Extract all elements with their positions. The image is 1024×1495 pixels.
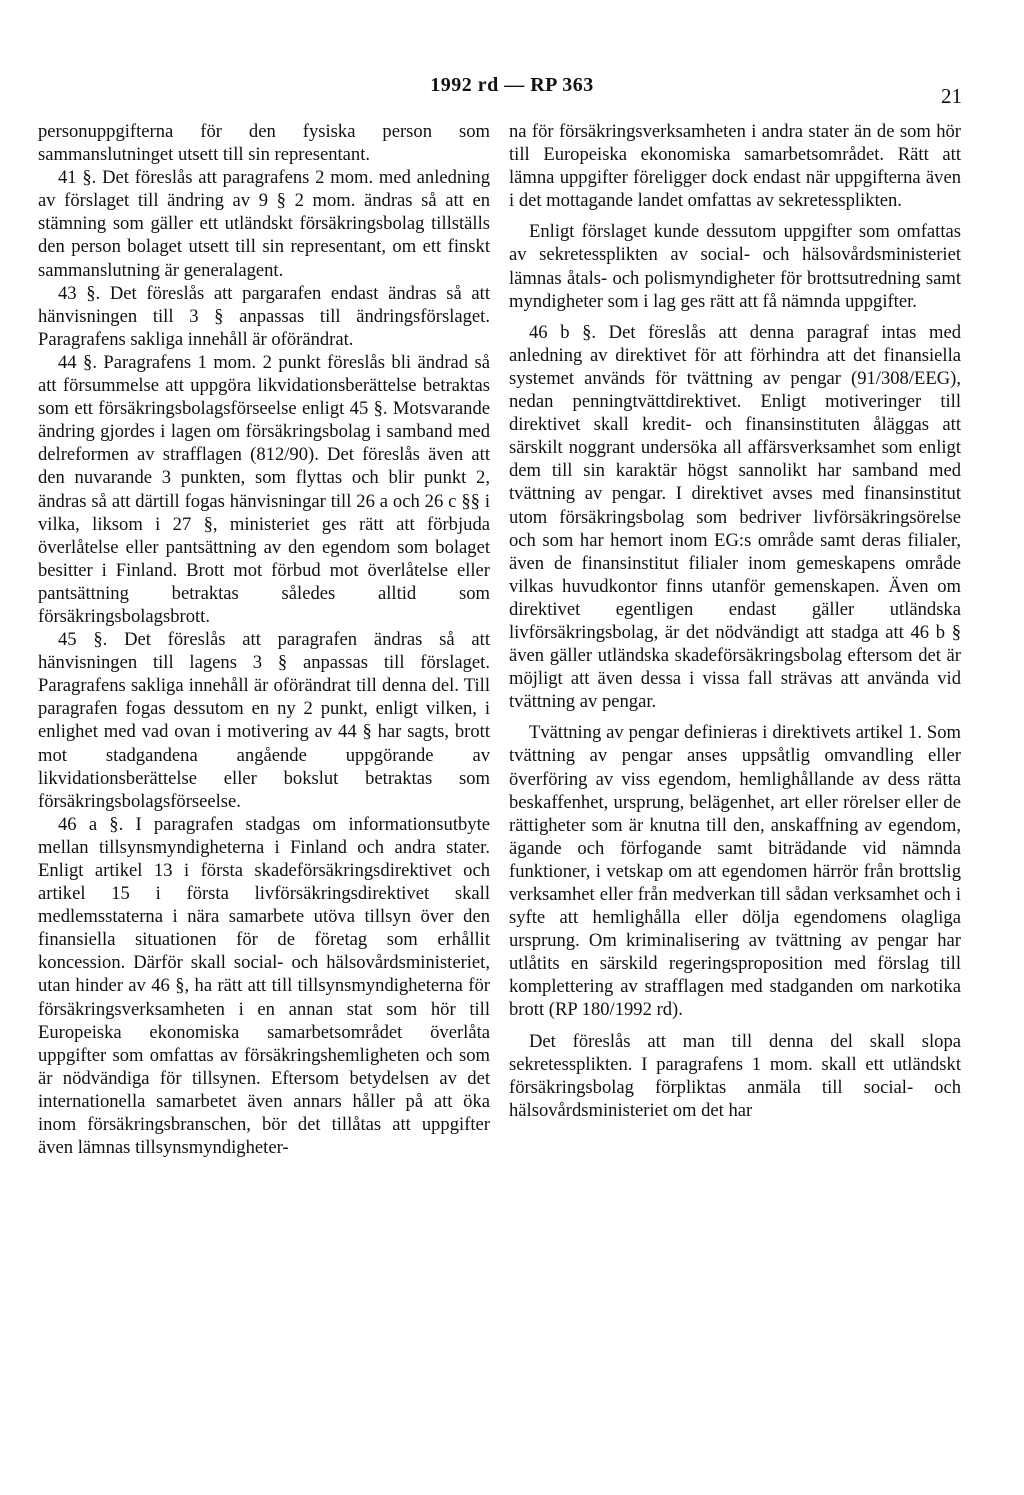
paragraph-section-45: 45 §. Det föreslås att paragrafen ändras så att hänvisningen till lagens 3 § anpassas till förslaget. Paragrafens sakliga innehåll är oförändrat till denna del. Till paragrafen fogas dessutom en ny 2 punkt, enligt vilken, i enlighet med vad ovan i motivering av 44 § har sagts, brott mot stadgandena angående uppgörande av likvidationsberättelse eller bokslut betraktas som försäkringsbolagsförseelse. [38, 629, 490, 812]
paragraph: Tvättning av pengar definieras i direktivets artikel 1. Som tvättning av pengar anses uppsåtlig omvandling eller överföring av viss egendom, hemlighållande av dess rätta beskaffenhet, ursprung, belägenhet, art eller rörelser eller de rättigheter som är knutna till den, anskaffning av egendom, ägande och förfogande samt biträdande vid nämnda funktioner, i vetskap om att egendomen härrör från brottslig verksamhet eller från medverkan till sådan verksamhet och i syfte att hemlighålla eller dölja egendomens olagliga ursprung. Om kriminalisering av tvättning av pengar har utlåtits en särskild regeringsproposition med förslag till komplettering av strafflagen med stadganden om narkotika brott (RP 180/1992 rd). [509, 722, 961, 1021]
paragraph-section-44: 44 §. Paragrafens 1 mom. 2 punkt föreslås bli ändrad så att försummelse att uppgöra likvidationsberättelse betraktas som ett försäkringsbolagsförseelse enligt 45 §. Motsvarande ändring gjordes i lagen om försäkringsbolag i samband med delreformen av strafflagen (812/90). Det föreslås även att den nuvarande 3 punkten, som flyttas och blir punkt 2, ändras så att därtill fogas hänvisningar till 26 a och 26 c §§ i vilka, liksom i 27 §, ministeriet ges rätt att förbjuda överlåtelse eller pantsättning av den egendom som bolaget besitter i Finland. Brott mot förbud mot överlåtelse eller pantsättning betraktas således alltid som försäkringsbolagsbrott. [38, 351, 490, 627]
paragraph: Det föreslås att man till denna del skall slopa sekretessplikten. I paragrafens 1 mom. skall ett utländskt försäkringsbolag förpliktas anmäla till social- och hälsovårdsministeriet om det har [509, 1030, 961, 1121]
paragraph-section-46a: 46 a §. I paragrafen stadgas om informationsutbyte mellan tillsynsmyndigheterna i Finland och andra stater. Enligt artikel 13 i första skadeförsäkringsdirektivet och artikel 15 i första livförsäkringsdirektivet skall medlemsstaterna i nära samarbete utöva tillsyn över den finansiella situationen för de företag som erhållit koncession. Därför skall social- och hälsovårdsministeriet, utan hinder av 46 §, ha rätt att till tillsynsmyndigheterna för försäkringsverksamheten i en annan stat som hör till Europeiska ekonomiska samarbetsområdet överlåta uppgifter som omfattas av försäkringshemligheten och som är nödvändiga för tillsynen. Eftersom betydelsen av det internationella samarbetet även annars håller på att öka inom försäkringsbranschen, bör det tillåtas att uppgifter även lämnas tillsynsmyndigheter- [38, 813, 490, 1159]
paragraph: Enligt förslaget kunde dessutom uppgifter som omfattas av sekretessplikten av social- och hälsovårdsministeriet lämnas åtals- och polismyndigheter för brottsutredning samt myndigheter som i lag ges rätt att få nämnda uppgifter. [509, 221, 961, 312]
paragraph-section-46b: 46 b §. Det föreslås att denna paragraf intas med anledning av direktivet för att förhindra att det finansiella systemet används för tvättning av pengar (91/308/EEG), nedan penningtvättdirektivet. Enligt motiveringer till direktivet skall kredit- och finansinstituten åläggas att särskilt noggrant undersöka all affärsverksamhet som enligt dem till sin karaktär högst sannolikt har samband med tvättning av pengar. I direktivet avses med finansinstitut utom försäkringsbolag som bedriver livförsäkringsörelse och som har hemort inom EG:s område samt deras filialer, även de finansinstitut filialer inom gemeskapens område vilkas huvudkontor finns utanför gemenskapen. Även om direktivet egentligen endast gäller utländska livförsäkringsbolag, är det nödvändigt att stadga att 46 b § även gäller utländska skadeförsäkringsbolag eftersom det är möjligt att även dessa i vissa fall strävas att använda vid tvättning av pengar. [509, 321, 961, 713]
paragraph-section-41: 41 §. Det föreslås att paragrafens 2 mom. med anledning av förslaget till ändring av 9 § 2 mom. ändras så att en stämning som gäller ett utländskt försäkringsbolag tillställs den person bolaget utsett till sin representant, om ett finskt sammanslutning är generalagent. [38, 167, 490, 281]
left-column [38, 120, 490, 1159]
paragraph-section-43: 43 §. Det föreslås att pargarafen endast ändras så att hänvisningen till 3 § anpassas till ändringsförslaget. Paragrafens sakliga innehåll är oförändrat. [38, 282, 490, 350]
page-number: 21 [941, 84, 962, 108]
right-column [509, 120, 961, 1122]
running-head: 1992 rd — RP 363 [430, 74, 594, 96]
page-header [0, 70, 1024, 110]
paragraph: personuppgifterna för den fysiska person som sammanslutninget utsett till sin representant. [38, 121, 490, 166]
paragraph: na för försäkringsverksamheten i andra stater än de som hör till Europeiska ekonomiska samarbetsområdet. Rätt att lämna uppgifter föreligger dock endast när uppgifterna även i det mottagande landet omfattas av sekretessplikten. [509, 121, 961, 212]
